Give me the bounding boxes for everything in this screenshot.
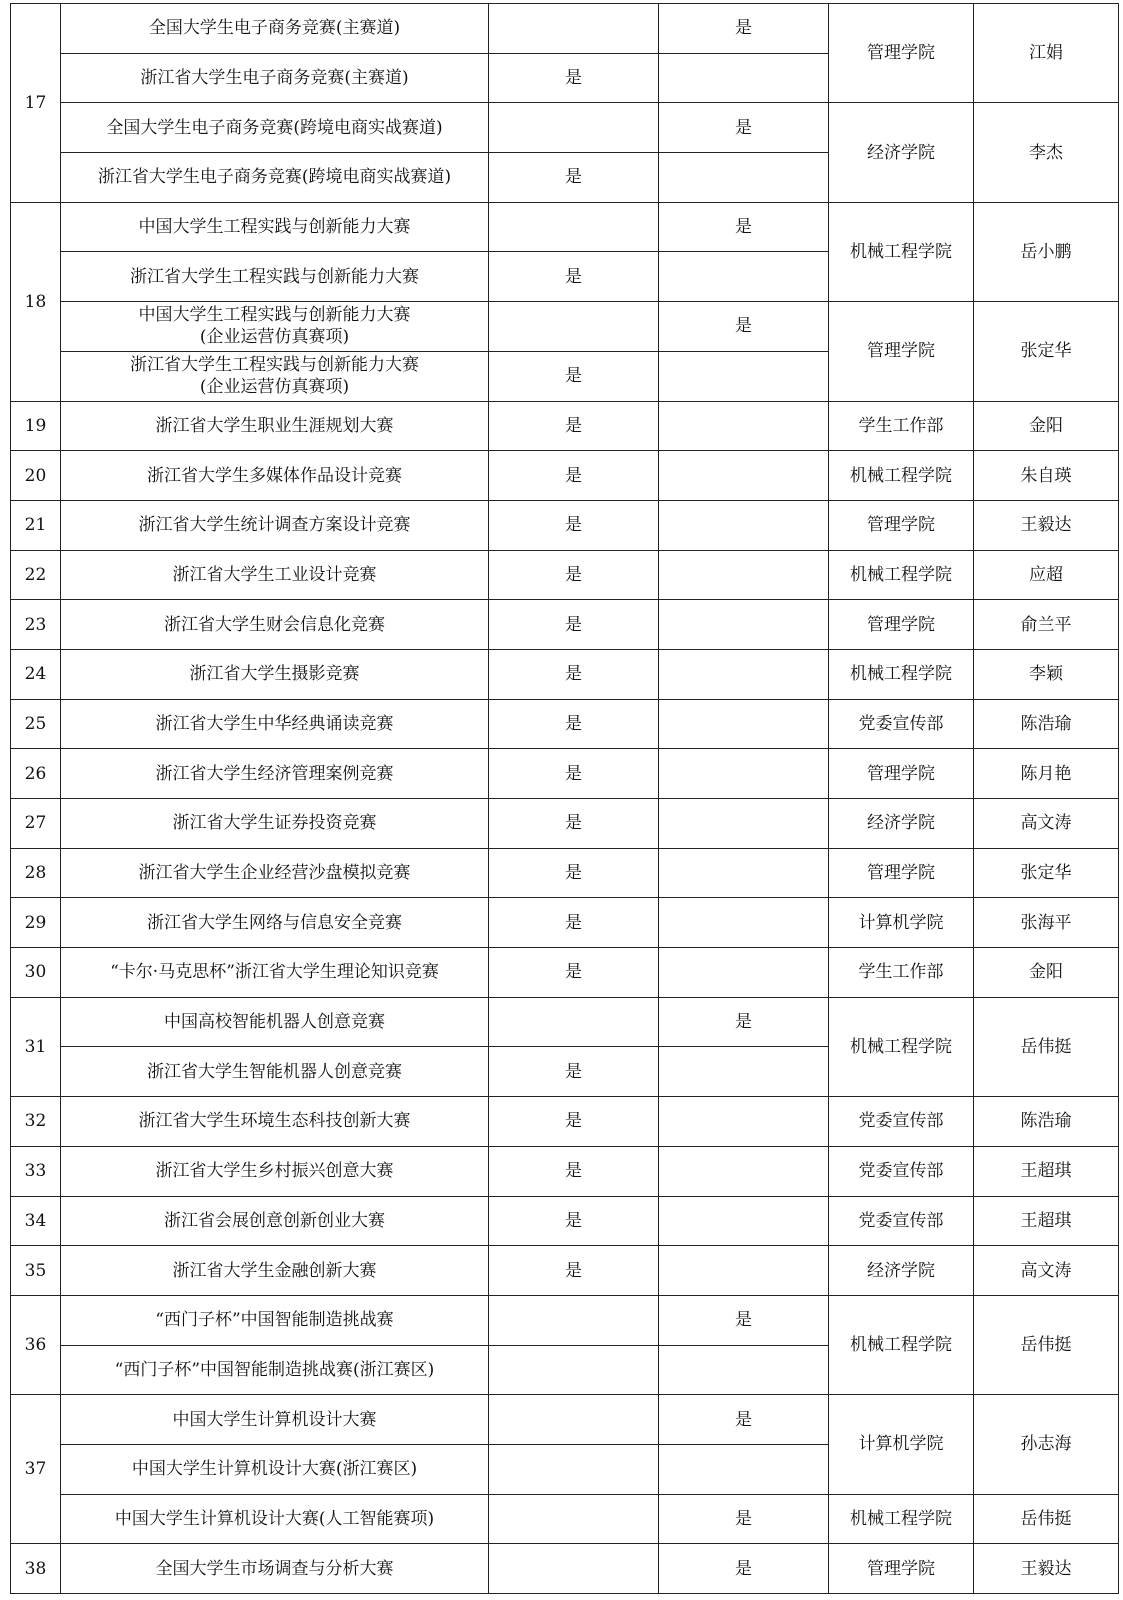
college-cell: 管理学院 <box>829 500 974 550</box>
provincial-mark <box>489 1395 659 1445</box>
competition-name-line2: (企业运营仿真赛项) <box>199 327 350 348</box>
provincial-mark: 是 <box>489 500 659 550</box>
national-mark: 是 <box>659 302 829 352</box>
provincial-mark: 是 <box>489 451 659 501</box>
contact-cell: 张定华 <box>974 302 1119 401</box>
competition-name: 浙江省大学生证券投资竞赛 <box>61 799 489 849</box>
contact-cell: 张海平 <box>974 898 1119 948</box>
contact-cell: 岳伟挺 <box>974 997 1119 1096</box>
competition-name: 浙江省会展创意创新创业大赛 <box>61 1196 489 1246</box>
national-mark: 是 <box>659 103 829 153</box>
contact-cell: 陈浩瑜 <box>974 1097 1119 1147</box>
competition-name-line2: (企业运营仿真赛项) <box>199 377 350 398</box>
national-mark <box>659 252 829 302</box>
provincial-mark: 是 <box>489 948 659 998</box>
contact-cell: 岳伟挺 <box>974 1295 1119 1394</box>
contact-cell: 孙志海 <box>974 1395 1119 1494</box>
college-cell: 经济学院 <box>829 1246 974 1296</box>
table-row <box>11 749 1119 799</box>
competition-name: 中国高校智能机器人创意竞赛 <box>61 997 489 1047</box>
provincial-mark <box>489 103 659 153</box>
competition-name: 浙江省大学生中华经典诵读竞赛 <box>61 699 489 749</box>
contact-cell: 高文涛 <box>974 799 1119 849</box>
competition-name: 中国大学生计算机设计大赛(浙江赛区) <box>61 1444 489 1494</box>
national-mark <box>659 649 829 699</box>
competition-name: 浙江省大学生摄影竞赛 <box>61 649 489 699</box>
provincial-mark: 是 <box>489 1047 659 1097</box>
contact-cell: 张定华 <box>974 848 1119 898</box>
college-cell: 管理学院 <box>829 1544 974 1594</box>
national-mark <box>659 1196 829 1246</box>
provincial-mark <box>489 1544 659 1594</box>
national-mark <box>659 898 829 948</box>
table-row <box>11 1395 1119 1445</box>
competition-name: 浙江省大学生电子商务竞赛(跨境电商实战赛道) <box>61 153 489 203</box>
table-row <box>11 1295 1119 1345</box>
provincial-mark <box>489 1345 659 1395</box>
provincial-mark: 是 <box>489 848 659 898</box>
national-mark: 是 <box>659 4 829 54</box>
national-mark <box>659 948 829 998</box>
provincial-mark: 是 <box>489 153 659 203</box>
row-number: 22 <box>11 550 61 600</box>
provincial-mark: 是 <box>489 799 659 849</box>
provincial-mark: 是 <box>489 1246 659 1296</box>
college-cell: 机械工程学院 <box>829 550 974 600</box>
contact-cell: 岳小鹏 <box>974 202 1119 301</box>
competition-name: 浙江省大学生网络与信息安全竞赛 <box>61 898 489 948</box>
row-number: 20 <box>11 451 61 501</box>
provincial-mark: 是 <box>489 1196 659 1246</box>
table-row <box>11 500 1119 550</box>
college-cell: 管理学院 <box>829 4 974 103</box>
college-cell: 机械工程学院 <box>829 1295 974 1394</box>
table-row <box>11 699 1119 749</box>
provincial-mark <box>489 4 659 54</box>
college-cell: 管理学院 <box>829 749 974 799</box>
national-mark <box>659 53 829 103</box>
national-mark: 是 <box>659 1395 829 1445</box>
provincial-mark: 是 <box>489 749 659 799</box>
competition-table <box>10 3 1119 1594</box>
competition-name <box>61 351 489 401</box>
table-row <box>11 4 1119 54</box>
provincial-mark <box>489 202 659 252</box>
contact-cell: 王毅达 <box>974 1544 1119 1594</box>
row-number: 31 <box>11 997 61 1096</box>
row-number: 37 <box>11 1395 61 1544</box>
national-mark <box>659 799 829 849</box>
competition-name: 浙江省大学生职业生涯规划大赛 <box>61 401 489 451</box>
contact-cell: 陈月艳 <box>974 749 1119 799</box>
competition-name: 浙江省大学生统计调查方案设计竞赛 <box>61 500 489 550</box>
national-mark <box>659 351 829 401</box>
contact-cell: 李颖 <box>974 649 1119 699</box>
provincial-mark: 是 <box>489 351 659 401</box>
row-number: 33 <box>11 1146 61 1196</box>
row-number: 32 <box>11 1097 61 1147</box>
table-row <box>11 401 1119 451</box>
college-cell: 党委宣传部 <box>829 1196 974 1246</box>
provincial-mark: 是 <box>489 898 659 948</box>
table-row <box>11 550 1119 600</box>
national-mark: 是 <box>659 1494 829 1544</box>
contact-cell: 俞兰平 <box>974 600 1119 650</box>
competition-name: “西门子杯”中国智能制造挑战赛 <box>61 1295 489 1345</box>
national-mark <box>659 699 829 749</box>
contact-cell: 朱自瑛 <box>974 451 1119 501</box>
row-number: 17 <box>11 4 61 203</box>
provincial-mark <box>489 302 659 352</box>
competition-name: 浙江省大学生工程实践与创新能力大赛 <box>61 252 489 302</box>
contact-cell: 应超 <box>974 550 1119 600</box>
table-row <box>11 997 1119 1047</box>
competition-name: 全国大学生市场调查与分析大赛 <box>61 1544 489 1594</box>
contact-cell: 岳伟挺 <box>974 1494 1119 1544</box>
national-mark <box>659 1246 829 1296</box>
table-row <box>11 848 1119 898</box>
provincial-mark <box>489 1444 659 1494</box>
contact-cell: 高文涛 <box>974 1246 1119 1296</box>
competition-name: 浙江省大学生环境生态科技创新大赛 <box>61 1097 489 1147</box>
national-mark <box>659 749 829 799</box>
national-mark: 是 <box>659 1295 829 1345</box>
competition-name: 全国大学生电子商务竞赛(主赛道) <box>61 4 489 54</box>
college-cell: 机械工程学院 <box>829 451 974 501</box>
contact-cell: 陈浩瑜 <box>974 699 1119 749</box>
table-row <box>11 1544 1119 1594</box>
competition-name: 浙江省大学生电子商务竞赛(主赛道) <box>61 53 489 103</box>
row-number: 25 <box>11 699 61 749</box>
contact-cell: 李杰 <box>974 103 1119 202</box>
competition-name: 中国大学生计算机设计大赛(人工智能赛项) <box>61 1494 489 1544</box>
college-cell: 经济学院 <box>829 103 974 202</box>
table-row <box>11 1246 1119 1296</box>
row-number: 19 <box>11 401 61 451</box>
table-row <box>11 202 1119 252</box>
national-mark <box>659 1444 829 1494</box>
contact-cell: 王毅达 <box>974 500 1119 550</box>
contact-cell: 王超琪 <box>974 1146 1119 1196</box>
row-number: 28 <box>11 848 61 898</box>
provincial-mark: 是 <box>489 600 659 650</box>
national-mark <box>659 1047 829 1097</box>
contact-cell: 金阳 <box>974 948 1119 998</box>
competition-name: 中国大学生工程实践与创新能力大赛 <box>61 202 489 252</box>
national-mark <box>659 1146 829 1196</box>
competition-name: 浙江省大学生乡村振兴创意大赛 <box>61 1146 489 1196</box>
table-row <box>11 103 1119 153</box>
national-mark <box>659 500 829 550</box>
competition-name: 浙江省大学生企业经营沙盘模拟竞赛 <box>61 848 489 898</box>
provincial-mark: 是 <box>489 550 659 600</box>
competition-name <box>61 302 489 352</box>
national-mark: 是 <box>659 202 829 252</box>
provincial-mark: 是 <box>489 401 659 451</box>
row-number: 27 <box>11 799 61 849</box>
table-row <box>11 1146 1119 1196</box>
row-number: 30 <box>11 948 61 998</box>
row-number: 21 <box>11 500 61 550</box>
row-number: 23 <box>11 600 61 650</box>
competition-name: 浙江省大学生多媒体作品设计竞赛 <box>61 451 489 501</box>
provincial-mark: 是 <box>489 649 659 699</box>
table-row <box>11 799 1119 849</box>
college-cell: 机械工程学院 <box>829 649 974 699</box>
table-row <box>11 302 1119 352</box>
national-mark <box>659 550 829 600</box>
row-number: 34 <box>11 1196 61 1246</box>
national-mark <box>659 1345 829 1395</box>
provincial-mark: 是 <box>489 53 659 103</box>
table-body <box>11 4 1119 1594</box>
college-cell: 学生工作部 <box>829 948 974 998</box>
table-row <box>11 600 1119 650</box>
table-row <box>11 1097 1119 1147</box>
provincial-mark: 是 <box>489 699 659 749</box>
provincial-mark: 是 <box>489 1146 659 1196</box>
college-cell: 机械工程学院 <box>829 202 974 301</box>
row-number: 38 <box>11 1544 61 1594</box>
college-cell: 计算机学院 <box>829 898 974 948</box>
national-mark: 是 <box>659 1544 829 1594</box>
row-number: 18 <box>11 202 61 401</box>
national-mark: 是 <box>659 997 829 1047</box>
college-cell: 机械工程学院 <box>829 997 974 1096</box>
contact-cell: 王超琪 <box>974 1196 1119 1246</box>
table-row <box>11 1494 1119 1544</box>
competition-name: 全国大学生电子商务竞赛(跨境电商实战赛道) <box>61 103 489 153</box>
national-mark <box>659 600 829 650</box>
national-mark <box>659 1097 829 1147</box>
competition-name: 中国大学生计算机设计大赛 <box>61 1395 489 1445</box>
contact-cell: 金阳 <box>974 401 1119 451</box>
table-row <box>11 1196 1119 1246</box>
college-cell: 管理学院 <box>829 600 974 650</box>
row-number: 35 <box>11 1246 61 1296</box>
college-cell: 管理学院 <box>829 848 974 898</box>
national-mark <box>659 848 829 898</box>
national-mark <box>659 401 829 451</box>
contact-cell: 江娟 <box>974 4 1119 103</box>
row-number: 36 <box>11 1295 61 1394</box>
competition-name: 浙江省大学生工业设计竞赛 <box>61 550 489 600</box>
competition-name-line1: 浙江省大学生工程实践与创新能力大赛 <box>130 355 419 376</box>
table-row <box>11 649 1119 699</box>
row-number: 26 <box>11 749 61 799</box>
table-row <box>11 948 1119 998</box>
college-cell: 党委宣传部 <box>829 1146 974 1196</box>
provincial-mark: 是 <box>489 252 659 302</box>
competition-name: 浙江省大学生金融创新大赛 <box>61 1246 489 1296</box>
college-cell: 党委宣传部 <box>829 1097 974 1147</box>
provincial-mark <box>489 1494 659 1544</box>
provincial-mark <box>489 1295 659 1345</box>
competition-name: “西门子杯”中国智能制造挑战赛(浙江赛区) <box>61 1345 489 1395</box>
table-row <box>11 451 1119 501</box>
row-number: 29 <box>11 898 61 948</box>
provincial-mark: 是 <box>489 1097 659 1147</box>
college-cell: 计算机学院 <box>829 1395 974 1494</box>
row-number: 24 <box>11 649 61 699</box>
college-cell: 学生工作部 <box>829 401 974 451</box>
competition-name: 浙江省大学生智能机器人创意竞赛 <box>61 1047 489 1097</box>
provincial-mark <box>489 997 659 1047</box>
national-mark <box>659 153 829 203</box>
college-cell: 经济学院 <box>829 799 974 849</box>
competition-name: 浙江省大学生财会信息化竞赛 <box>61 600 489 650</box>
competition-name: 浙江省大学生经济管理案例竞赛 <box>61 749 489 799</box>
college-cell: 管理学院 <box>829 302 974 401</box>
college-cell: 机械工程学院 <box>829 1494 974 1544</box>
national-mark <box>659 451 829 501</box>
competition-name-line1: 中国大学生工程实践与创新能力大赛 <box>138 305 411 326</box>
table-row <box>11 898 1119 948</box>
competition-name: “卡尔·马克思杯”浙江省大学生理论知识竞赛 <box>61 948 489 998</box>
college-cell: 党委宣传部 <box>829 699 974 749</box>
